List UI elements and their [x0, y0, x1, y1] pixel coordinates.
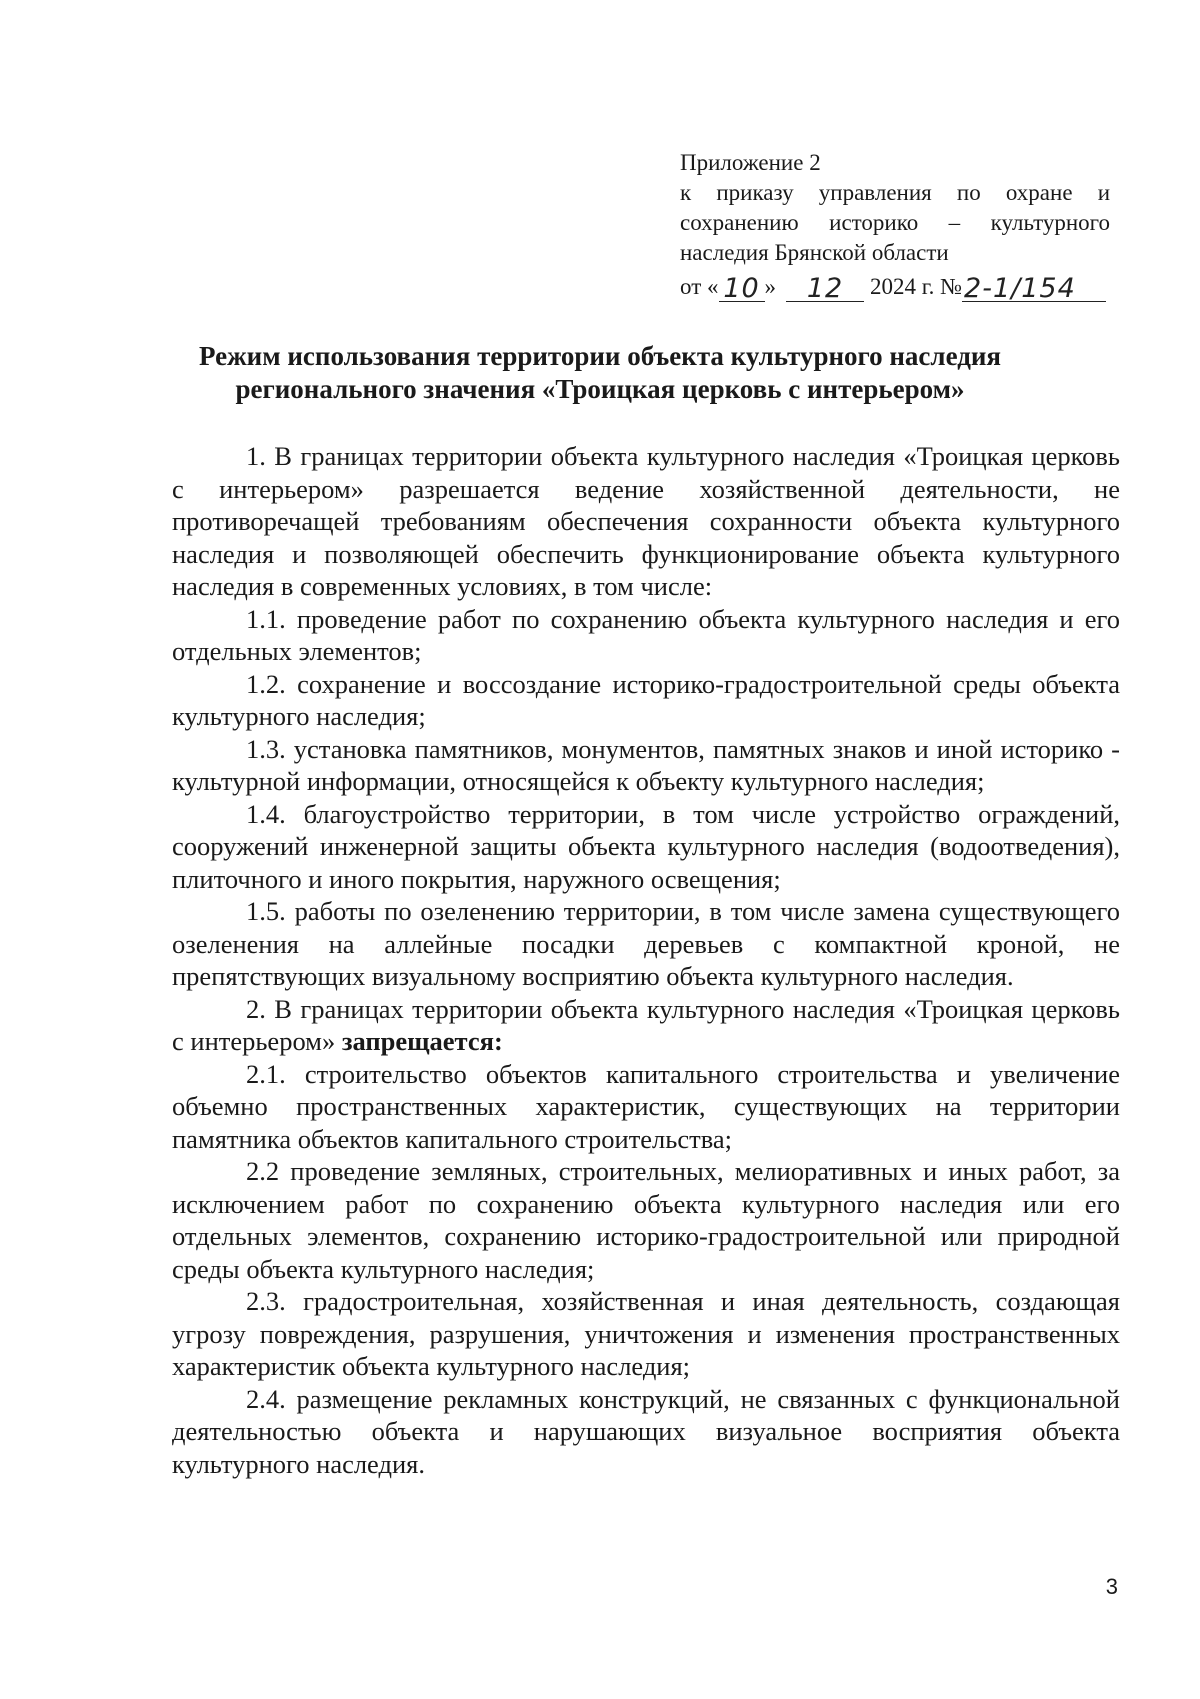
paragraph-1-2: 1.2. сохранение и воссоздание историко-градостроительной среды объекта культурного наследия; — [172, 668, 1120, 731]
date-year: 2024 г. № — [870, 274, 963, 299]
paragraph-1-3: 1.3. установка памятников, монументов, памятных знаков и иной историко - культурной информации, относящейся к объекту культурного наследия; — [172, 733, 1120, 796]
document-body — [172, 440, 1120, 1480]
annex-line-1: к приказу управления по охране и — [680, 180, 1110, 205]
date-day-handwritten: 10 — [719, 277, 765, 302]
document-title — [120, 340, 1080, 406]
paragraph-2-1: 2.1. строительство объектов капитального строительства и увеличение объемно пространственных характеристик, существующих на территории памятника объектов капитального строительства; — [172, 1058, 1120, 1154]
page-number: 3 — [1105, 1574, 1118, 1599]
annex-header — [680, 148, 1110, 302]
order-number-handwritten: 2-1/154 — [962, 277, 1106, 302]
date-month-handwritten: 12 — [786, 277, 864, 302]
paragraph-2-2: 2.2 проведение земляных, строительных, мелиоративных и иных работ, за исключением работ по сохранению объекта культурного наследия или его отдельных элементов, сохранению историко-градостроительной или природной среды объекта культурного наследия; — [172, 1156, 1120, 1284]
paragraph-1: 1. В границах территории объекта культурного наследия «Троицкая церковь с интерьером» разрешается ведение хозяйственной деятельности, не противоречащей требованиям обеспечения сохранности объекта культурного наследия и позволяющей обеспечить функционирование объекта культурного наследия в современных условиях, в том числе: — [172, 441, 1120, 601]
paragraph-2-3: 2.3. градостроительная, хозяйственная и иная деятельность, создающая угрозу повреждения, разрушения, уничтожения и изменения пространственных характеристик объекта культурного наследия; — [172, 1286, 1120, 1381]
paragraph-2 — [172, 993, 1120, 1058]
annex-label: Приложение 2 — [680, 150, 821, 175]
annex-line-3: наследия Брянской области — [680, 240, 949, 265]
paragraph-2-text: 2. В границах территории объекта культурного наследия «Троицкая церковь с интерьером» — [172, 993, 1120, 1056]
paragraph-2-prohibited: запрещается: — [341, 1026, 503, 1056]
annex-line-2: сохранению историко – культурного — [680, 210, 1110, 235]
paragraph-1-1: 1.1. проведение работ по сохранению объекта культурного наследия и его отдельных элементов; — [172, 603, 1120, 666]
title-line-2: регионального значения «Троицкая церковь с интерьером» — [235, 374, 965, 404]
date-prefix: от « — [680, 274, 719, 299]
paragraph-2-4: 2.4. размещение рекламных конструкций, не связанных с функциональной деятельностью объекта и нарушающих визуальное восприятия объекта культурного наследия. — [172, 1383, 1120, 1479]
paragraph-1-4: 1.4. благоустройство территории, в том числе устройство ограждений, сооружений инженерной защиты объекта культурного наследия (водоотведения), плиточного и иного покрытия, наружного освещения; — [172, 798, 1120, 894]
title-line-1: Режим использования территории объекта культурного наследия — [198, 341, 1002, 371]
paragraph-1-5: 1.5. работы по озеленению территории, в том числе замена существующего озеленения на аллейные посадки деревьев с компактной кроной, не препятствующих визуальному восприятию объекта культурного наследия. — [172, 896, 1120, 991]
date-quote-close: » — [764, 274, 776, 299]
order-date-line — [680, 268, 1110, 302]
